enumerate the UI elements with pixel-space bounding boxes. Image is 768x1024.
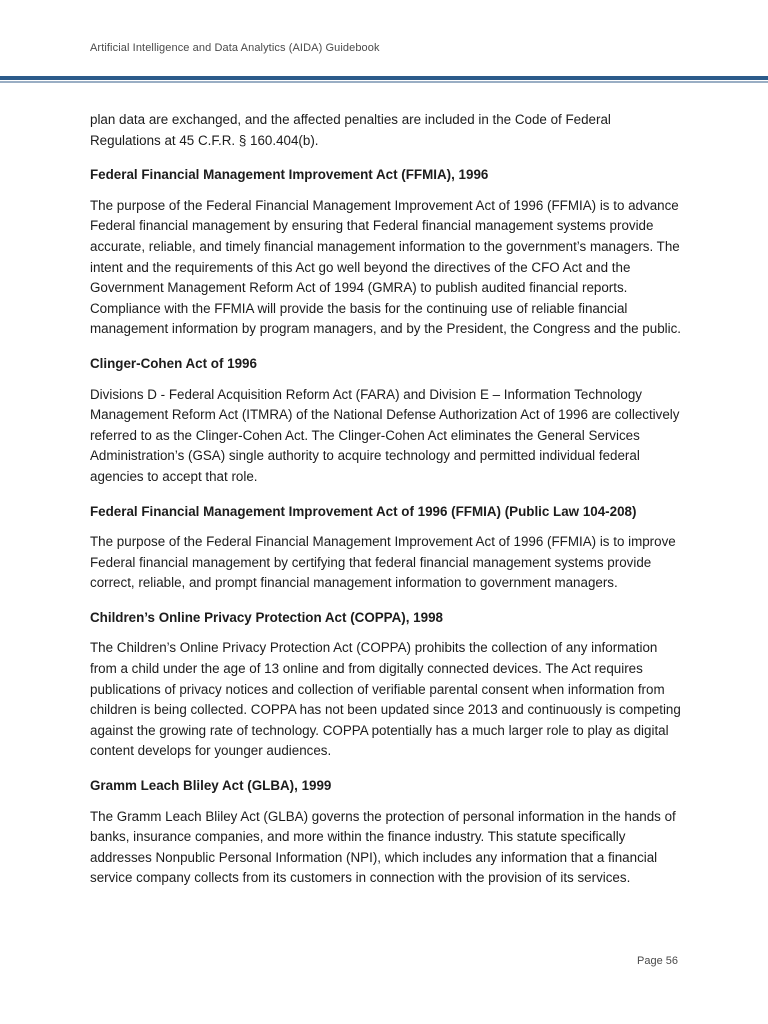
header-rule — [0, 76, 768, 80]
section-body-ffmia: The purpose of the Federal Financial Management Improvement Act of 1996 (FFMIA) is to advance Federal financial management by ensuring that Federal financial management systems provide accurate, reliable, and timely financial management information to the government’s managers. The intent and the requirements of this Act go well beyond the directives of the CFO Act and the Government Management Reform Act of 1994 (GMRA) to publish audited financial reports. Compliance with the FFMIA will provide the basis for the continuing use of reliable financial management information by program managers, and by the President, the Congress and the public. — [90, 197, 682, 337]
section-body-clinger-cohen: Divisions D - Federal Acquisition Reform Act (FARA) and Division E – Information Technology Management Reform Act (ITMRA) of the National Defense Authorization Act of 1996 are collectively referred to as the Clinger-Cohen Act. The Clinger-Cohen Act eliminates the General Services Administration’s (GSA) single authority to acquire technology and permitted individual federal agencies to accept that role. — [90, 386, 680, 484]
section-body-glba: The Gramm Leach Bliley Act (GLBA) governs the protection of personal information in the hands of banks, insurance companies, and more within the finance industry. This statute specifically addresses Nonpublic Personal Information (NPI), which includes any information that a financial service company collects from its customers in connection with the provision of its services. — [90, 808, 676, 886]
running-header: Artificial Intelligence and Data Analytics (AIDA) Guidebook — [90, 42, 380, 54]
section-heading-clinger-cohen: Clinger-Cohen Act of 1996 — [90, 355, 257, 371]
intro-paragraph: plan data are exchanged, and the affected penalties are included in the Code of Federal Regulations at 45 C.F.R. § 160.404(b). — [90, 112, 611, 148]
page-number: Page 56 — [637, 955, 678, 967]
section-body-coppa: The Children’s Online Privacy Protection Act (COPPA) prohibits the collection of any information from a child under the age of 13 online and from digitally connected devices. The Act requires publications of privacy notices and collection of verifiable parental consent when information from children is being collected. COPPA has not been updated since 2013 and continuously is competing against the growing rate of technology. COPPA potentially has a much larger role to play as digital content develops for younger audiences. — [90, 640, 681, 759]
section-body-ffmia-public-law: The purpose of the Federal Financial Management Improvement Act of 1996 (FFMIA) is to improve Federal financial management by certifying that federal financial management systems provide correct, reliable, and prompt financial management information to government managers. — [90, 534, 676, 591]
section-heading-ffmia-public-law: Federal Financial Management Improvement Act of 1996 (FFMIA) (Public Law 104-208) — [90, 503, 637, 519]
section-heading-glba: Gramm Leach Bliley Act (GLBA), 1999 — [90, 778, 332, 794]
header-rule-accent — [0, 81, 768, 83]
document-body — [90, 110, 682, 903]
section-heading-coppa: Children’s Online Privacy Protection Act (COPPA), 1998 — [90, 609, 443, 625]
section-heading-ffmia: Federal Financial Management Improvement Act (FFMIA), 1996 — [90, 167, 489, 183]
